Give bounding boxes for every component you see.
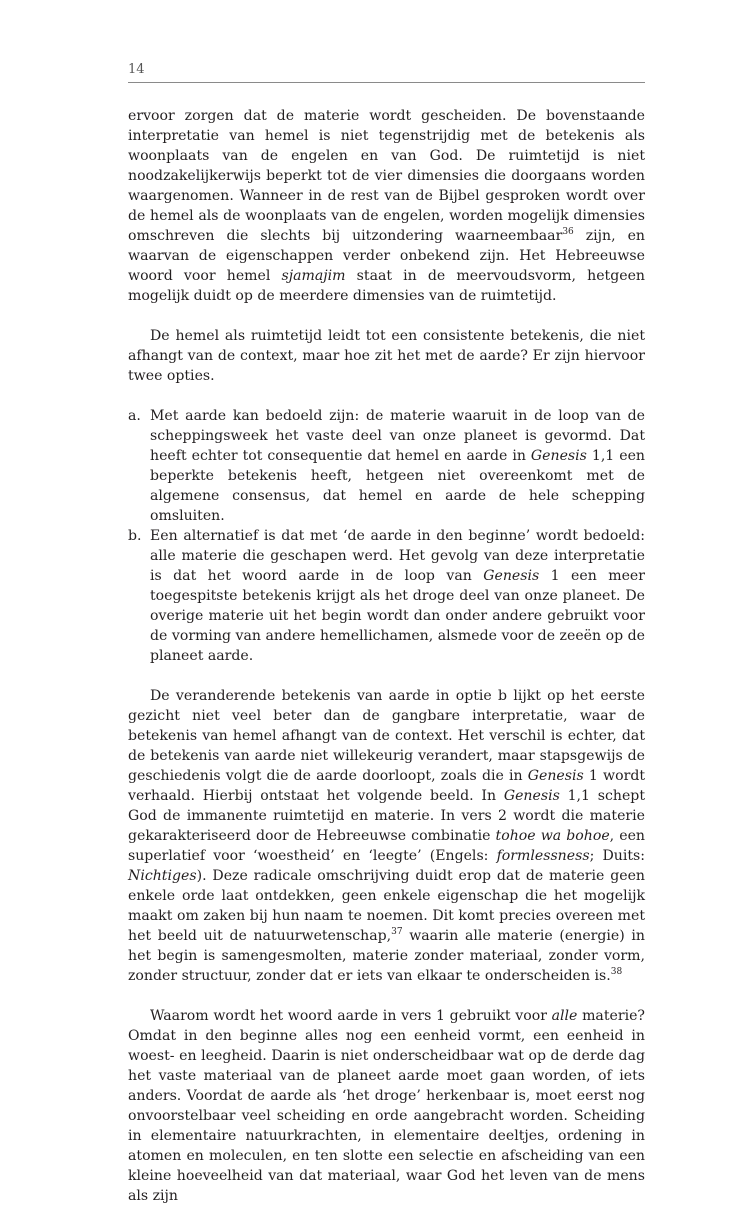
paragraph-4: Waarom wordt het woord aarde in vers 1 gebruikt voor alle materie? Omdat in den beginne alles nog een eenheid vormt, een eenheid in woest- en leegheid. Daarin is niet onderscheidbaar wat op de derde dag het vaste materiaal van de planeet aarde moet gaan worden, of iets anders. Voordat de aarde als ‘het droge’ herkenbaar is, moet eerst nog onvoorstelbaar veel scheiding en orde aangebracht worden. Scheiding in elementaire natuurkrachten, in elementaire deeltjes, ordening in atomen en moleculen, en ten slotte een selectie en afscheiding van een kleine hoeveelheid van dat materiaal, waar God het leven van de mens als zijn (128, 1008, 645, 1204)
footnote-ref-38[interactable]: 38 (610, 967, 623, 977)
list-item-a: a. Met aarde kan bedoeld zijn: de materie waaruit in de loop van de scheppingsweek het vaste deel van onze planeet is gevormd. Dat heeft echter tot consequentie dat hemel en aarde in Genesis 1,1 een beperkte betekenis heeft, hetgeen niet overeenkomt met de algemene consensus, dat hemel en aarde de hele schepping omsluiten. (128, 408, 645, 524)
page-number: 14 (128, 62, 145, 77)
footnote-ref-37[interactable]: 37 (391, 927, 403, 937)
footnote-ref-36[interactable]: 36 (562, 227, 574, 237)
list-marker-a: a. (128, 408, 141, 424)
paragraph-1: ervoor zorgen dat de materie wordt gescheiden. De bovenstaande interpretatie van hemel is niet tegenstrijdig met de betekenis als woonplaats van de engelen en van God. De ruimtetijd is niet noodzakelijkerwijs beperkt tot de vier dimensies die doorgaans worden waargenomen. Wanneer in de rest van de Bijbel gesproken wordt over de hemel als de woonplaats van de engelen, worden mogelijk dimensies omschreven die slechts bij uitzondering waarneembaar$^{36}$ zijn, en waarvan de eigenschappen verder onbekend zijn. Het Hebreeuwse woord voor hemel sjamajim staat in de meervoudsvorm, hetgeen mogelijk duidt op de meerdere dimensies van de ruimtetijd. (128, 108, 645, 304)
list-item-b: b. Een alternatief is dat met ‘de aarde in den beginne’ wordt bedoeld: alle materie die geschapen werd. Het gevolg van deze interpretatie is dat het woord aarde in de loop van Genesis 1 een meer toegespitste betekenis krijgt als het droge deel van onze planeet. De overige materie uit het begin wordt dan onder andere gebruikt voor de vorming van andere hemellichamen, alsmede voor de zeeën op de planeet aarde. (128, 528, 645, 664)
paragraph-3: De veranderende betekenis van aarde in optie b lijkt op het eerste gezicht niet veel beter dan de gangbare interpretatie, waar de betekenis van hemel afhangt van de context. Het verschil is echter, dat de betekenis van aarde niet willekeurig verandert, maar stapsgewijs de geschiedenis volgt die de aarde doorloopt, zoals die in Genesis 1 wordt verhaald. Hierbij ontstaat het volgende beeld. In Genesis 1,1 schept God de immanente ruimtetijd en materie. In vers 2 wordt die materie gekarakteriseerd door de Hebreeuwse combinatie tohoe wa bohoe, een superlatief voor ‘woestheid’ en ‘leegte’ (Engels: formlessness; Duits: Nichtiges). Deze radicale omschrijving duidt erop dat de materie geen enkele orde laat ontdekken, geen enkele eigenschap die het mogelijk maakt om zaken bij hun naam te noemen. Dit komt precies overeen met het beeld uit de natuurwetenschap,$^{37}$ waarin alle materie (energie) in het begin is samengesmolten, materie zonder materiaal, zonder vorm, zonder structuur, zonder dat er iets van elkaar te onderscheiden is.$^{38}$ (128, 688, 646, 984)
list-marker-b: b. (128, 528, 142, 544)
paragraph-2: De hemel als ruimtetijd leidt tot een consistente betekenis, die niet afhangt van de context, maar hoe zit het met de aarde? Er zijn hiervoor twee opties. (128, 328, 645, 384)
body-text (128, 106, 645, 1206)
header-rule (128, 82, 645, 83)
